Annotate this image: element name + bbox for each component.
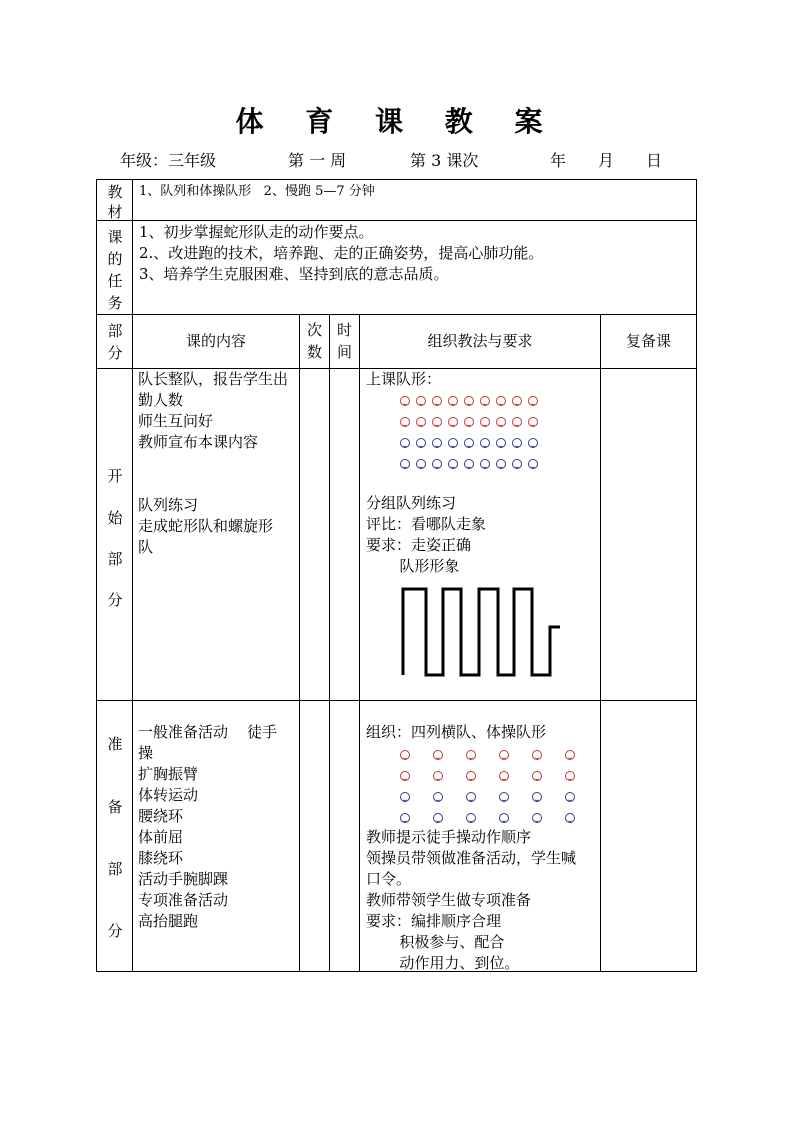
student-icon [433, 771, 443, 781]
opening-review-cell [600, 368, 697, 701]
student-icon [432, 438, 442, 448]
student-icon [528, 438, 538, 448]
student-icon [480, 459, 490, 469]
student-icon [499, 813, 509, 823]
prep-content-7: 膝绕环 [138, 849, 184, 867]
student-icon [480, 396, 490, 406]
prep-content-10: 高抬腿跑 [138, 912, 199, 930]
header-section-cell [96, 314, 133, 369]
student-icon [565, 813, 575, 823]
date-month: 月 [598, 151, 615, 170]
opening-method-title: 上课队形： [366, 370, 442, 388]
header-count-cell [299, 314, 330, 369]
student-icon [466, 813, 476, 823]
student-icon [464, 396, 474, 406]
prep-count-cell [299, 700, 330, 972]
prep-content-3: 扩胸振臂 [138, 765, 199, 783]
prep-content-8: 活动手腕脚踝 [138, 870, 229, 888]
opening-label-3: 部 [107, 550, 123, 568]
student-icon [433, 792, 443, 802]
tasks-label-cell [96, 220, 133, 315]
student-icon [499, 771, 509, 781]
student-icon [416, 459, 426, 469]
opening-method-2: 评比：看哪队走象 [366, 515, 487, 533]
lesson-label: 第 3 课次 [410, 151, 479, 170]
student-icon [496, 396, 506, 406]
student-icon [512, 459, 522, 469]
student-icon [499, 750, 509, 760]
opening-content-2: 勤人数 [138, 391, 184, 409]
prep-method-5: 要求：编排顺序合理 [366, 912, 502, 930]
opening-content-8: 走成蛇形队和螺旋形 [138, 517, 274, 535]
student-icon [496, 459, 506, 469]
tasks-label-4: 务 [107, 294, 123, 312]
student-icon [466, 750, 476, 760]
prep-label-3: 部 [107, 860, 123, 878]
tasks-content-cell [132, 220, 697, 315]
opening-content-3: 师生互问好 [138, 412, 214, 430]
student-icon [496, 417, 506, 427]
serpentine-path [403, 589, 560, 675]
student-icon [532, 792, 542, 802]
student-icon [416, 396, 426, 406]
student-icon [565, 750, 575, 760]
date-year: 年 [550, 151, 567, 170]
opening-method-cell [359, 368, 601, 701]
student-icon [528, 417, 538, 427]
opening-method-1: 分组队列练习 [366, 494, 457, 512]
prep-content-5: 腰绕环 [138, 807, 184, 825]
student-icon [464, 417, 474, 427]
header-section-1: 部 [107, 322, 123, 340]
student-icon [528, 459, 538, 469]
opening-count-cell [299, 368, 330, 701]
prep-label-cell [96, 700, 133, 972]
student-icon [433, 750, 443, 760]
task-item-1: 1、初步掌握蛇形队走的动作要点。 [139, 223, 374, 241]
header-method: 组织教法与要求 [427, 332, 533, 350]
prep-method-6: 积极参与、配合 [366, 933, 505, 951]
material-content-cell [132, 179, 697, 221]
serpentine-diagram [400, 587, 560, 687]
opening-label-4: 分 [107, 591, 123, 609]
material-label-2: 材 [107, 203, 123, 221]
prep-method-4: 教师带领学生做专项准备 [366, 891, 532, 909]
student-icon [400, 750, 410, 760]
student-icon [480, 438, 490, 448]
student-icon [433, 813, 443, 823]
tasks-label-3: 任 [107, 272, 123, 290]
header-content: 课的内容 [185, 332, 246, 350]
page-title: 体 育 课 教 案 [235, 105, 559, 138]
student-icon [464, 459, 474, 469]
student-icon [512, 396, 522, 406]
student-icon [466, 792, 476, 802]
student-icon [400, 792, 410, 802]
student-icon [400, 813, 410, 823]
opening-content-4: 教师宣布本课内容 [138, 433, 259, 451]
grade-label: 年级：三年级 [120, 151, 217, 170]
task-item-2: 2.、改进跑的技术，培养跑、走的正确姿势，提高心肺功能。 [139, 244, 544, 262]
student-icon [400, 417, 410, 427]
student-icon [565, 792, 575, 802]
prep-review-cell [600, 700, 697, 972]
prep-content-4: 体转运动 [138, 786, 199, 804]
student-icon [400, 459, 410, 469]
prep-time-cell [329, 700, 360, 972]
student-icon [448, 417, 458, 427]
student-icon [532, 771, 542, 781]
week-label: 第 一 周 [288, 151, 347, 170]
opening-content-7: 队列练习 [138, 496, 199, 514]
opening-time-cell [329, 368, 360, 701]
student-icon [448, 438, 458, 448]
student-icon [400, 438, 410, 448]
header-content-cell [132, 314, 300, 369]
header-time-1: 时 [336, 321, 352, 339]
student-icon [432, 459, 442, 469]
student-icon [528, 396, 538, 406]
prep-method-7: 动作用力、到位。 [366, 954, 520, 972]
opening-label-1: 开 [107, 467, 123, 485]
student-icon [466, 771, 476, 781]
prep-method-cell [359, 700, 601, 972]
task-item-3: 3、培养学生克服困难、坚持到底的意志品质。 [139, 265, 449, 283]
opening-content-cell [132, 368, 300, 701]
student-icon [448, 396, 458, 406]
prep-content-6: 体前屈 [138, 828, 184, 846]
header-time-2: 间 [336, 343, 352, 361]
prep-content-9: 专项准备活动 [138, 891, 229, 909]
student-icon [400, 771, 410, 781]
lesson-plan-table [96, 179, 697, 972]
header-method-cell [359, 314, 601, 369]
prep-content-1: 一般准备活动 徒手 [138, 723, 278, 741]
opening-label-2: 始 [107, 509, 123, 527]
tasks-label-1: 课 [107, 228, 123, 246]
prep-label-1: 准 [107, 735, 123, 753]
header-count-1: 次 [306, 321, 322, 339]
student-icon [432, 417, 442, 427]
student-icon [532, 813, 542, 823]
date-day: 日 [646, 151, 663, 170]
prep-method-title: 组织：四列横队、体操队形 [366, 723, 547, 741]
prep-content-cell [132, 700, 300, 972]
prep-method-2: 领操员带领做准备活动，学生喊 [366, 849, 577, 867]
student-icon [400, 396, 410, 406]
student-icon [532, 750, 542, 760]
header-section-2: 分 [107, 344, 123, 362]
student-icon [416, 417, 426, 427]
header-review-cell [600, 314, 697, 369]
student-icon [565, 771, 575, 781]
student-icon [464, 438, 474, 448]
opening-content-1: 队长整队，报告学生出 [138, 370, 289, 388]
prep-content-2: 操 [138, 744, 154, 762]
prep-label-4: 分 [107, 922, 123, 940]
tasks-label-2: 的 [107, 250, 123, 268]
material-label-cell [96, 179, 133, 221]
material-content: 1、队列和体操队形 2、慢跑 5—7 分钟 [139, 184, 375, 199]
student-icon [496, 438, 506, 448]
prep-method-3: 口令。 [366, 870, 412, 888]
student-icon [432, 396, 442, 406]
student-icon [512, 438, 522, 448]
student-icon [416, 438, 426, 448]
prep-method-1: 教师提示徒手操动作顺序 [366, 828, 532, 846]
opening-method-3: 要求：走姿正确 [366, 536, 472, 554]
material-label-1: 教 [107, 183, 123, 201]
opening-method-4: 队形形象 [366, 557, 460, 575]
student-icon [512, 417, 522, 427]
opening-content-9: 队 [138, 538, 154, 556]
header-count-2: 数 [306, 343, 322, 361]
student-icon [499, 792, 509, 802]
opening-label-cell [96, 368, 133, 701]
student-icon [480, 417, 490, 427]
header-review: 复备课 [625, 332, 671, 350]
student-icon [448, 459, 458, 469]
prep-label-2: 备 [107, 798, 123, 816]
header-time-cell [329, 314, 360, 369]
